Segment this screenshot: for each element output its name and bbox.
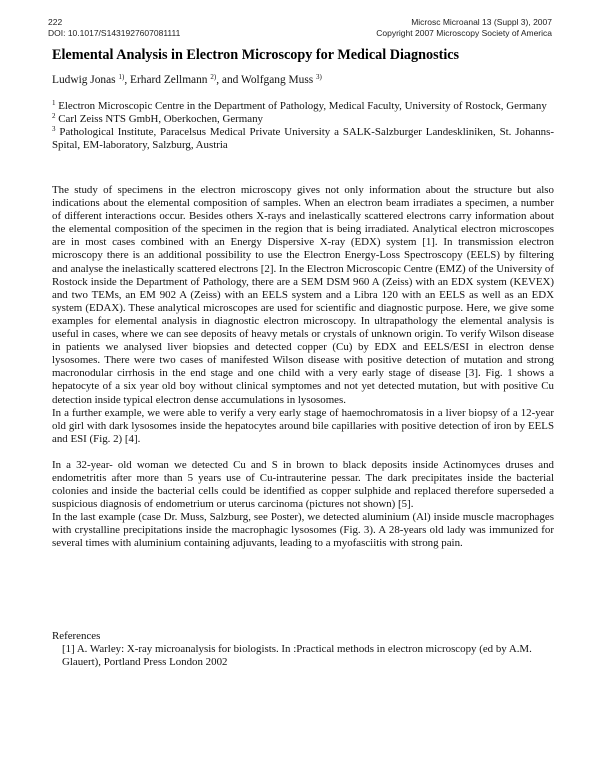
affiliation-list [52, 100, 554, 152]
paper-title: Elemental Analysis in Electron Microscopy for Medical Diagnostics [52, 47, 460, 63]
author-list [52, 73, 560, 87]
affiliation-number: 2 [52, 112, 56, 121]
author-name: Erhard Zellmann [130, 74, 208, 86]
affiliation-text: Carl Zeiss NTS GmbH, Oberkochen, Germany [58, 113, 263, 126]
affiliation [52, 100, 554, 113]
reference-entry: [1] A. Warley: X-ray microanalysis for biologists. In :Practical methods in electron microscopy (ed by A.M. Glauert), Portland Press London 2002 [62, 643, 532, 669]
header-left [48, 17, 180, 38]
body-paragraph: In a further example, we were able to verify a very early stage of haemochromatosis in a liver biopsy of a 12-year old girl with dark lysosomes inside the hepatocytes around bile capillaries with positive detection of iron by EELS and ESI (Fig. 2) [4]. [52, 406, 554, 445]
author-separator: , [124, 74, 131, 86]
affiliation-text: Pathological Institute, Paracelsus Medical Private University a SALK-Salzburger Landeskliniken, St. Johanns-Spital, EM-laboratory, Salzburg, Austria [52, 126, 554, 152]
author-affiliation-mark: 2) [210, 73, 217, 81]
body-paragraph: In the last example (case Dr. Muss, Salzburg, see Poster), we detected aluminium (Al) inside muscle macrophages with crystalline precipitations inside the macrophagic lysosomes (Fig. 3). A 28-years old lady was immunized for several times with aluminium containing adjuvants, leading to a myofasciitis with strong pain. [52, 511, 554, 550]
body-paragraph: The study of specimens in the electron microscopy gives not only information about the structure but also indications about the elemental composition of samples. When an electron beam irradiates a specimen, a number of different interactions occur. Besides others X-rays and inelastically scattered electrons carry information about the elemental composition of the specimen in the region that is being irradiated. Analytical electron microscopes are in most cases combined with an Energy Dispersive X-ray (EDX) system [1]. In transmission electron microscopy there is an additional possibility to use the Electron Energy-Loss Spectroscopy (EELS) by filtering and analyse the inelastically scattered electrons [2]. In the Electron Microscopic Centre (EMZ) of the University of Rostock inside the Department of Pathology, there are a SEM DSM 960 A (Zeiss) with an EDX system (KEVEX) and two TEMs, an EM 902 A (Zeiss) with an EELS system and a Libra 120 with an EELS as well as an EDX system (EDAX). These analytical microscopes are used for scientific and diagnostic purpose. Here, we give some examples for elemental analysis in diagnostic electron microscopy. In ultrapathology the elemental analysis is useful in cases, where we can see deposits of heavy metals or crystals of unknown origin. To verify Wilson disease in patients we analysed liver biopsies and detected copper (Cu) by EDX and EELS/ESI in electron dense lysosomes. There were two cases of manifested Wilson disease with positive detection of mutation and strong macronodular cirrhosis in the end stage and one child with a very early stage of disease [3]. Fig. 1 shows a hepatocyte of a six year old boy without clinical symptomes and not yet detected mutation, but with positive Cu detection inside typical electron dense accumulations in lysosomes. [52, 184, 554, 406]
abstract-body [52, 184, 554, 551]
affiliation [52, 126, 554, 152]
author-separator: , and [216, 74, 242, 86]
header-right [376, 17, 552, 38]
page-number: 222 [48, 17, 63, 27]
doi: DOI: 10.1017/S1431927607081111 [48, 27, 181, 38]
body-paragraph: In a 32-year- old woman we detected Cu and S in brown to black deposits inside Actinomyces druses and endometritis after more than 5 years use of Cu-intrauterine pessar. The dark precipitates inside the bacterial colonies and inside the bacterial cells could be identified as copper sulphide and replaced therefore superseded a suspicious diagnosis of endometrium or uterus carcinoma (pictures not shown) [5]. [52, 458, 554, 511]
author-affiliation-mark: 1) [118, 73, 125, 81]
author-name: Ludwig Jonas [52, 74, 116, 86]
author-affiliation-mark: 3) [316, 73, 322, 81]
affiliation-text: Electron Microscopic Centre in the Department of Pathology, Medical Faculty, University of Rostock, Germany [58, 100, 547, 112]
affiliation-number: 1 [52, 99, 56, 107]
references-heading: References [52, 630, 101, 642]
affiliation-number: 3 [52, 125, 56, 134]
journal-citation: Microsc Microanal 13 (Suppl 3), 2007 [411, 17, 552, 27]
affiliation [52, 113, 554, 126]
paragraph-spacer [52, 446, 554, 459]
references-section [52, 630, 554, 669]
copyright-line: Copyright 2007 Microscopy Society of America [376, 27, 552, 38]
author-name: Wolfgang Muss [241, 74, 314, 86]
